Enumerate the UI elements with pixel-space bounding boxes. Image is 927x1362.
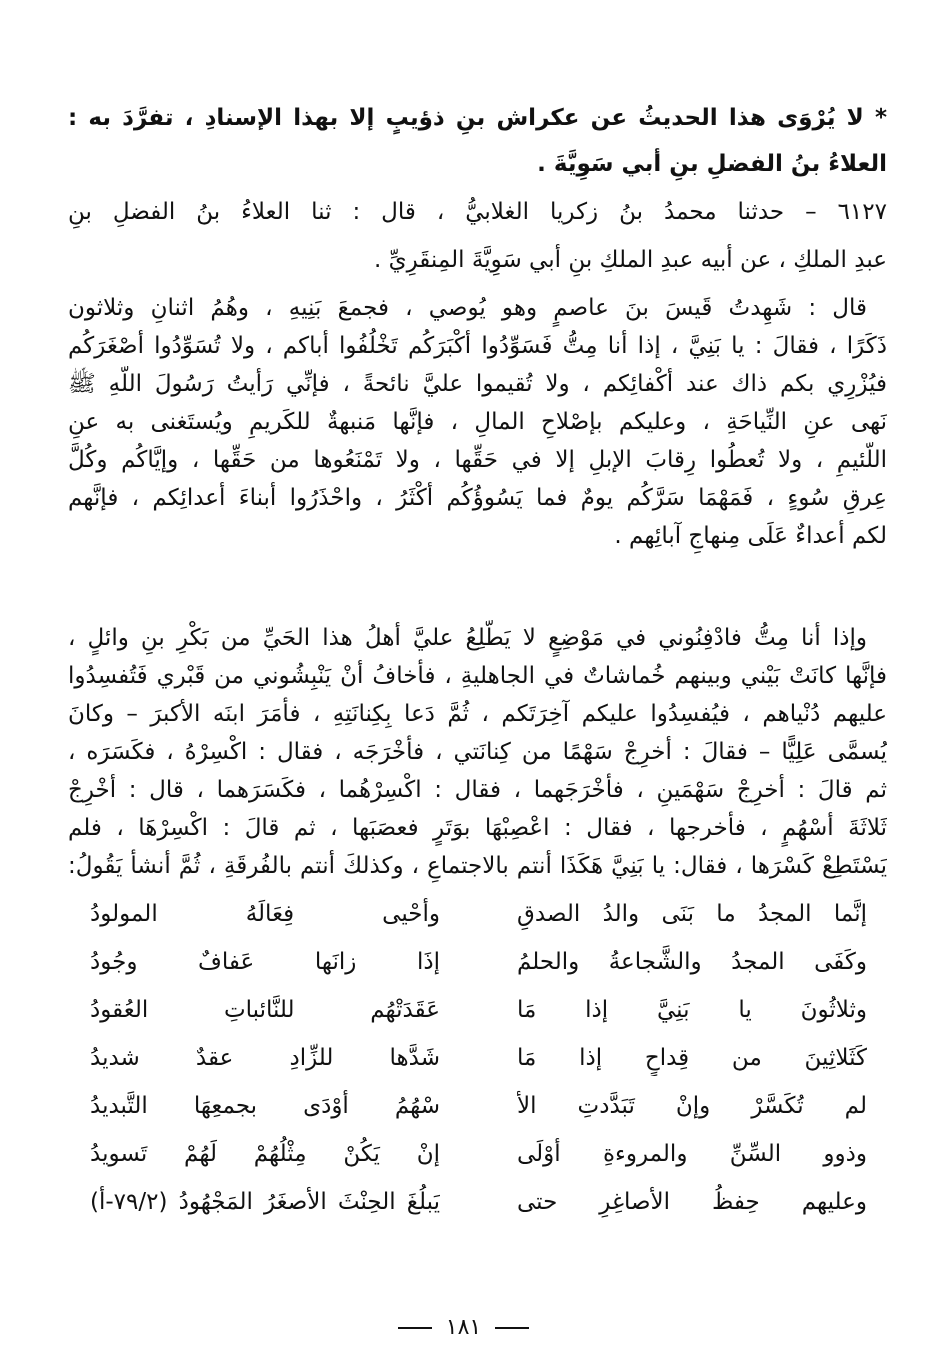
hadith-isnad-line-1: ٦١٢٧ – حدثنا محمدُ بنُ زكريا الغلابيُّ ، قال : ثنا العلاءُ بنُ الفضلِ بنِ <box>68 199 887 225</box>
paragraph-line: ثم قالَ : أخرِجْ سَهْمَينِ ، فأخْرَجَهما ، فقال : اكْسِرْهُما ، فكَسَرَهما ، قال : أخْرِجْ <box>68 777 887 803</box>
verse-second-hemistich: سْهُمُ أوْدَى بجمعِهَا التَّبديدُ <box>90 1093 440 1119</box>
paragraph-line: عِرقِ سُوءٍ ، فَمَهْمَا سَرَّكُم يومٌ فما يَسُوؤُكُم أكْثَرُ ، واحْذَرُوا أبناءَ أعدائِكم ، فإنَّهم <box>68 485 887 511</box>
paragraph-line: عليهم دُنْياهم ، فيُفسِدُوا عليكم آخِرَتَكم ، ثُمَّ دَعا بِكِنانَتِهِ ، فأمَرَ ابنَه الأكبرَ – وكانَ <box>68 701 887 727</box>
paragraph-line: قال : شَهِدتُ قَيسَ بنَ عاصمٍ وهو يُوصي ، فجمعَ بَنِيهِ ، وهُمُ اثنانِ وثلاثون <box>68 295 867 321</box>
poem-verse <box>90 1136 867 1174</box>
verse-second-hemistich: إذَا زانَها عَفافٌ وجُودُ <box>90 949 440 975</box>
verse-second-hemistich: شَدَّها للزِّادِ عقدٌ شديدُ <box>90 1045 440 1071</box>
page-number <box>0 1313 927 1343</box>
page-number-dash-right <box>495 1327 529 1329</box>
verse-first-hemistich: وثلاثُونَ يا بَنِيَّ إذا مَا <box>517 997 867 1023</box>
poem-verse <box>90 992 867 1030</box>
verse-second-hemistich: إنْ يَكُنْ مِثْلُهُمْ لَهُمْ تَسويدُ <box>90 1141 440 1167</box>
note-line-1: * لا يُرْوَى هذا الحديثُ عن عكراش بنِ ذؤيبٍ إلا بهذا الإسنادِ ، تفرَّدَ به : <box>68 105 887 131</box>
page-number-value: ١٨١ <box>445 1315 482 1340</box>
verse-first-hemistich: إنَّما المجدُ ما بَنَى والدُ الصدقِ <box>517 901 867 927</box>
verse-second-hemistich: وأحْيى فِعَالَهُ المولودُ <box>90 901 440 927</box>
paragraph-line: وإذا أنا مِتُّ فادْفِنُوني في مَوْضِعٍ لا يَطَّلِعُ عليَّ أهلُ هذا الحَيِّ من بَكْرِ بنِ وائلٍ ، <box>68 625 867 651</box>
poem-verse <box>90 944 867 982</box>
paragraph-line: اللَّئيمِ ، ولا تُعطُوا رِقابَ الإبلِ إلا في حَقِّها ، ولا تَمْنَعُوها من حَقِّها ، وإيَّاكُم وكُلَّ <box>68 447 887 473</box>
poem-verse <box>90 896 867 934</box>
poem-verse <box>90 1088 867 1126</box>
verse-first-hemistich: وكَفَى المجدُ والشَّجاعةُ والحلمُ <box>517 949 867 975</box>
note-line-2: العلاءُ بنُ الفضلِ بنِ أبي سَوِيَّةَ . <box>537 151 887 177</box>
hadith-isnad-line-2: عبدِ الملكِ ، عن أبيه عبدِ الملكِ بنِ أبي سَوِيَّةَ المِنقَرِيِّ . <box>373 247 887 273</box>
paragraph-line: فإنَّها كانَتْ بَيْني وبينهم خُماشاتٌ في الجاهليةِ ، فأخافُ أنْ يَنْبِشُوني من قَبْري فَتُفسِدُوا <box>68 663 887 689</box>
verse-first-hemistich: وعليهم حِفظُ الأصاغِرِ حتى <box>517 1189 867 1215</box>
verse-second-hemistich: يَبلُغَ الحِنْثَ الأصغَرُ المَجْهُودُ (٧٩/٢-أ) <box>90 1189 440 1215</box>
paragraph-line: لكم أعداءٌ عَلَى مِنهاجِ آبائِهم . <box>614 523 887 549</box>
verse-first-hemistich: وذوو السِّنِّ والمروءةِ أوْلَى <box>517 1141 867 1167</box>
paragraph-line: فيُزْرِي بكم ذاك عند أكْفائِكم ، ولا تُقيموا عليَّ نائحةً ، فإنِّي رَأيتُ رَسُولَ اللَّهِ ﷺ <box>68 371 887 397</box>
verse-first-hemistich: كَثَلاثِينَ من قِداحٍ إذا مَا <box>517 1045 867 1071</box>
paragraph-line: يَسْتَطِعْ كَسْرَها ، فقال: يا بَنِيَّ هَكَذَا أنتم بالاجتماعِ ، وكذلكَ أنتم بالفُرقَةِ ، ثُمَّ أنشأ يَقُولُ: <box>68 853 887 879</box>
paragraph-line: ثَلاثَةَ أسْهُمٍ ، فأخرجها ، فقال : اعْصِبْهَا بوَتَرٍ فعصَبَها ، ثم قالَ : اكْسِرْهَا ، فلم <box>68 815 887 841</box>
verse-second-hemistich: عَقَدَتْهُم للنَّائباتِ العُقودُ <box>90 997 440 1023</box>
paragraph-line: يُسمَّى عَلِيًّا – فقالَ : أخرِجْ سَهْمًا من كِنانَتي ، فأخْرَجَه ، فقال : اكْسِرْهُ ، فكَسَرَه ، <box>68 739 887 765</box>
verse-first-hemistich: لم تُكَسَّرْ وإنْ تَبَدَّدتِ الأ <box>517 1093 867 1119</box>
paragraph-line: نَهى عنِ النِّياحَةِ ، وعليكم بإصْلاحِ المالِ ، فإنَّها مَنبهةٌ للكَريمِ ويُستَغنى به عنِ <box>68 409 887 435</box>
poem-verse <box>90 1184 867 1222</box>
poem-verse <box>90 1040 867 1078</box>
page-number-dash-left <box>398 1327 432 1329</box>
paragraph-line: ذَكَرًا ، فقالَ : يا بَنِيَّ ، إذا أنا مِتُّ فَسَوِّدُوا أكْبَرَكُم تَخْلُفُوا أباكم ، ولا تُسَوِّدُوا أصْغَرَكُم <box>68 333 887 359</box>
